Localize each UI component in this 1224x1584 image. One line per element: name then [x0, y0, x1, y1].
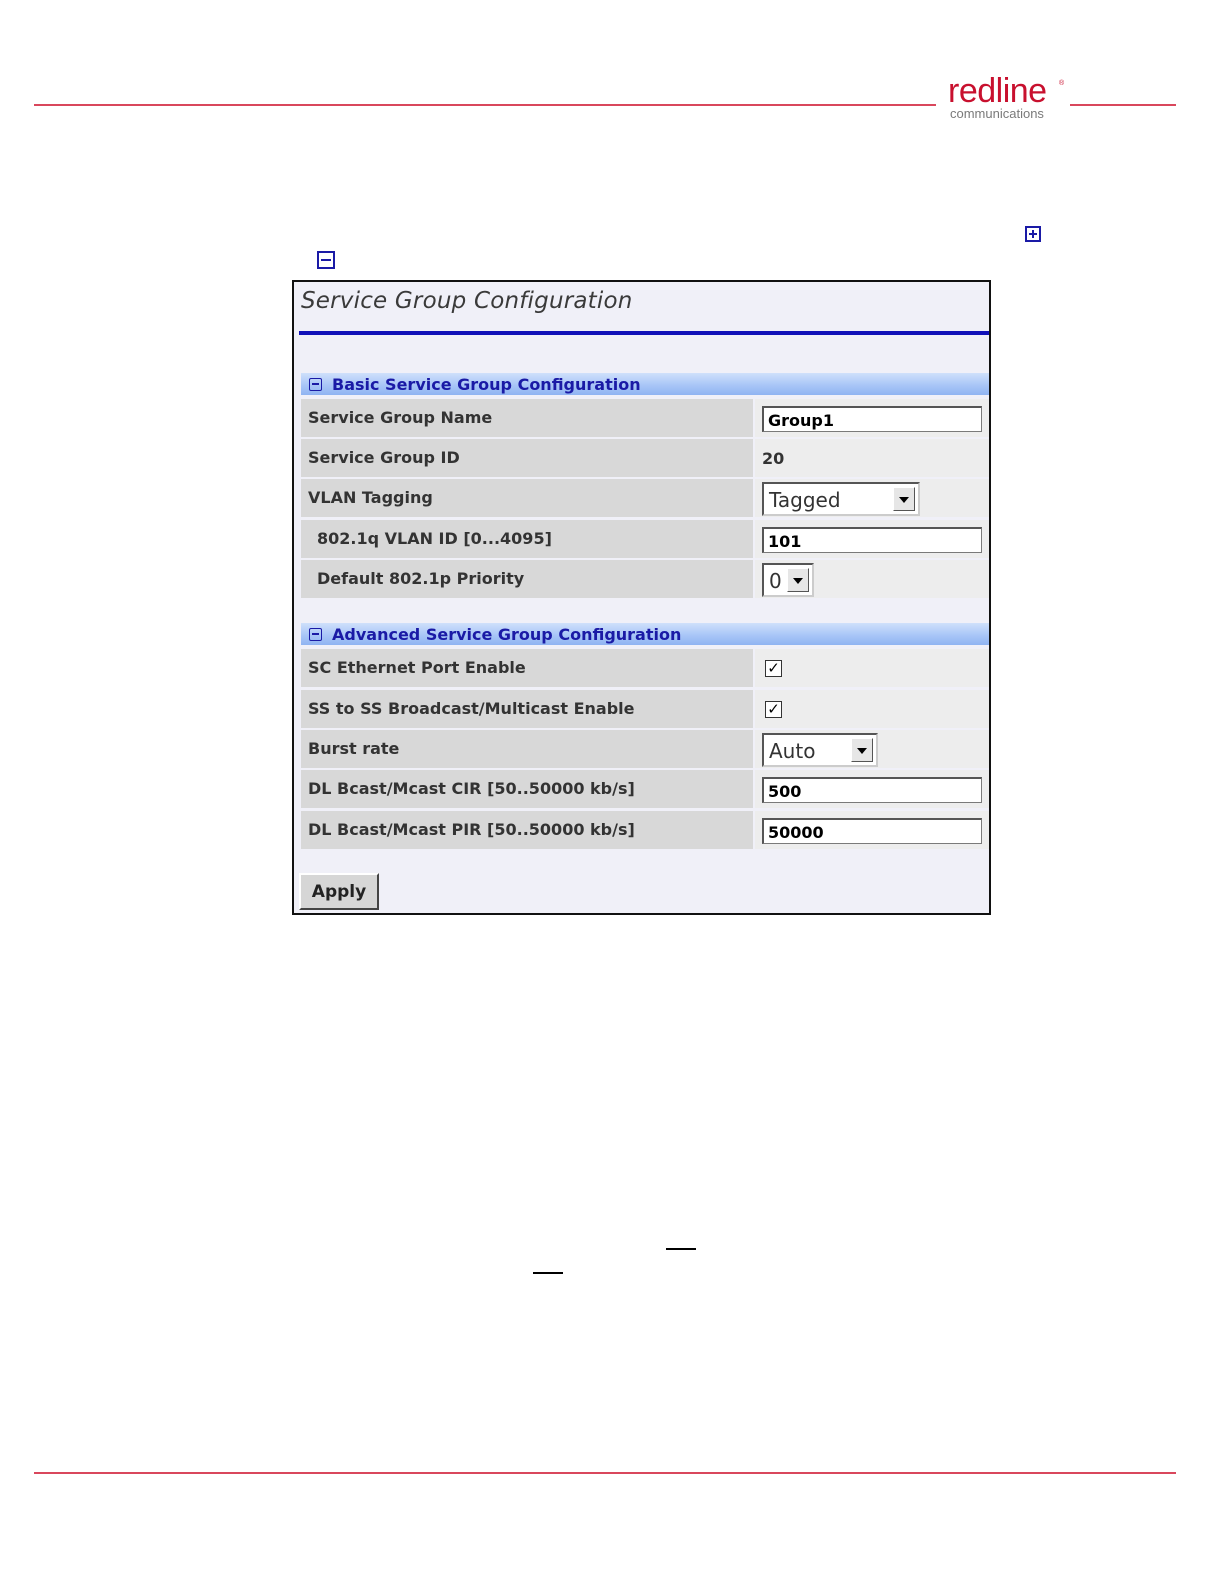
- priority-select[interactable]: [762, 563, 814, 597]
- header-rule-left: [34, 104, 936, 106]
- field-label: DL Bcast/Mcast CIR [50..50000 kb/s]: [308, 779, 635, 798]
- logo-registered-mark: ®: [1059, 80, 1065, 87]
- service-group-config-panel: [292, 280, 991, 915]
- row-dl-cir: [301, 770, 989, 808]
- field-label: VLAN Tagging: [308, 488, 433, 507]
- row-service-group-name: [301, 399, 989, 437]
- page-title: Service Group Configuration: [301, 288, 633, 314]
- vlan-tagging-select[interactable]: [762, 482, 920, 516]
- dl-cir-input[interactable]: 500: [762, 777, 982, 803]
- footer-rule: [34, 1472, 1176, 1474]
- field-label: SC Ethernet Port Enable: [308, 658, 526, 677]
- row-sc-ethernet-port: [301, 649, 989, 687]
- advanced-section-header[interactable]: [301, 623, 989, 645]
- chevron-down-icon[interactable]: [851, 738, 873, 762]
- select-value: 0: [769, 569, 782, 593]
- row-dl-pir: [301, 811, 989, 849]
- apply-button[interactable]: Apply: [299, 873, 379, 910]
- header-rule-right: [1070, 104, 1176, 106]
- row-burst-rate: [301, 730, 989, 768]
- field-label: Service Group Name: [308, 408, 493, 427]
- chevron-down-icon[interactable]: [787, 568, 809, 592]
- service-group-name-input[interactable]: Group1: [762, 406, 982, 432]
- row-default-priority: [301, 560, 989, 598]
- field-label: 802.1q VLAN ID [0...4095]: [317, 529, 552, 548]
- row-broadcast-multicast: [301, 690, 989, 728]
- field-label: SS to SS Broadcast/Multicast Enable: [308, 699, 635, 718]
- text-underline-mark: [533, 1272, 563, 1274]
- redline-logo: [946, 72, 1066, 126]
- text-underline-mark: [666, 1248, 696, 1250]
- sc-ethernet-port-checkbox[interactable]: ✓: [765, 660, 782, 677]
- logo-subtitle: communications: [950, 106, 1044, 121]
- select-value: Tagged: [769, 488, 841, 512]
- basic-section-header[interactable]: [301, 373, 989, 395]
- vlan-id-input[interactable]: 101: [762, 527, 982, 553]
- row-service-group-id: [301, 439, 989, 477]
- basic-section-title: Basic Service Group Configuration: [332, 375, 641, 394]
- field-label: DL Bcast/Mcast PIR [50..50000 kb/s]: [308, 820, 635, 839]
- service-group-id-value: 20: [762, 449, 785, 468]
- broadcast-multicast-checkbox[interactable]: ✓: [765, 701, 782, 718]
- field-label: Service Group ID: [308, 448, 460, 467]
- field-label: Default 802.1p Priority: [317, 569, 525, 588]
- dl-pir-input[interactable]: 50000: [762, 818, 982, 844]
- collapse-icon[interactable]: [309, 378, 322, 391]
- logo-word: redline: [948, 72, 1047, 110]
- select-value: Auto: [769, 739, 816, 763]
- burst-rate-select[interactable]: [762, 733, 878, 767]
- row-vlan-tagging: [301, 479, 989, 517]
- collapse-icon[interactable]: [309, 628, 322, 641]
- field-label: Burst rate: [308, 739, 400, 758]
- row-vlan-id: [301, 520, 989, 558]
- advanced-section-title: Advanced Service Group Configuration: [332, 625, 682, 644]
- chevron-down-icon[interactable]: [893, 487, 915, 511]
- minus-box-icon: [317, 251, 335, 269]
- title-underline: [299, 331, 989, 335]
- plus-box-icon: [1025, 226, 1041, 242]
